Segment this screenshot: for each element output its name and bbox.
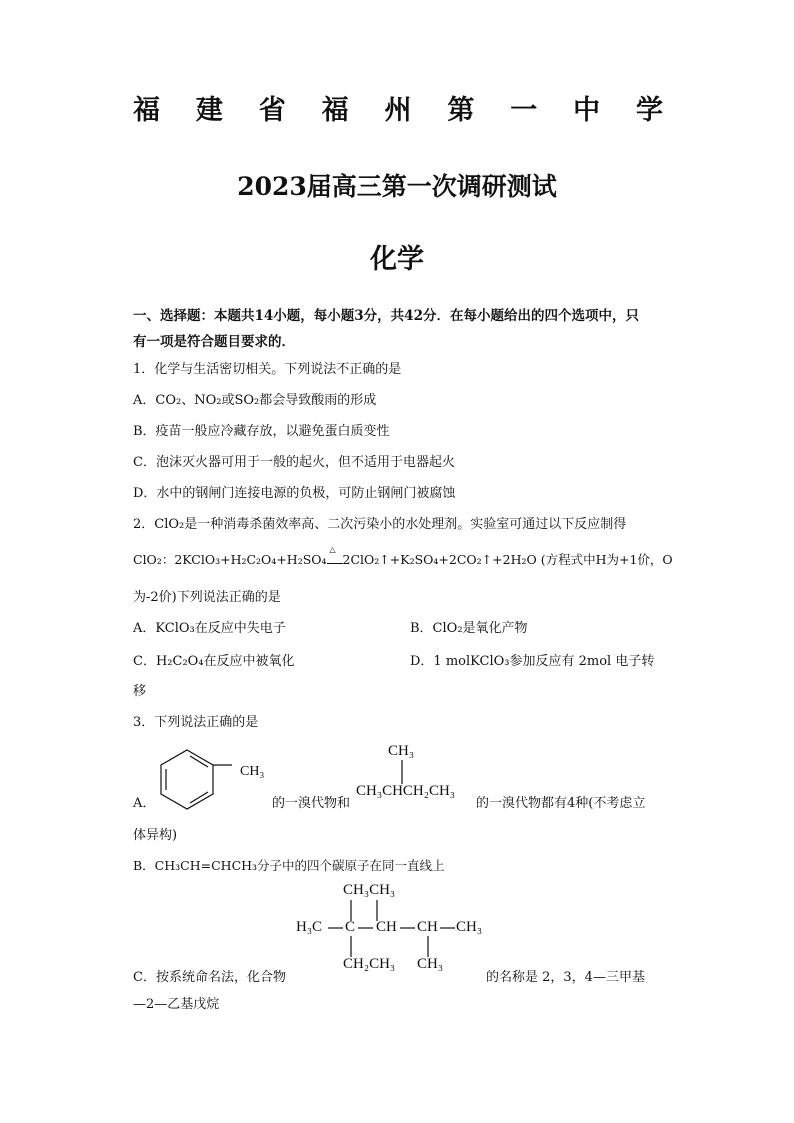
branched-top-methyls: CH₃CH₃ xyxy=(343,882,396,898)
section-instructions-line2: 有一项是符合题目要求的． xyxy=(133,334,295,350)
q1-stem: 1．化学与生活密切相关。下列说法不正确的是 xyxy=(133,362,402,377)
q1-option-d: D．水中的钢闸门连接电源的负极，可防止钢闸门被腐蚀 xyxy=(133,486,456,501)
q1-option-a: A．CO₂、NO₂或SO₂都会导致酸雨的形成 xyxy=(133,393,377,408)
benzene-ring xyxy=(161,750,213,809)
branched-right-methyl: CH₃ xyxy=(456,919,483,935)
school-char: 州 xyxy=(384,95,412,126)
q3-option-a-text2: 的一溴代物都有4种(不考虑立 xyxy=(476,796,646,811)
subject-title: 化学 xyxy=(370,244,424,275)
branched-ch-2: CH xyxy=(417,919,438,935)
q3-stem: 3．下列说法正确的是 xyxy=(133,715,259,730)
isopentane-main-chain: CH₃CHCH₂CH₃ xyxy=(356,783,456,799)
branched-ethyl: CH₂CH₃ xyxy=(343,956,396,972)
q2-equation-right: 2ClO₂↑+K₂SO₄+2CO₂↑+2H₂O (方程式中H为+1价，O xyxy=(342,552,673,567)
toluene-structure xyxy=(161,750,232,809)
q1-option-c: C．泡沫灭火器可用于一般的起火，但不适用于电器起火 xyxy=(133,455,455,470)
branched-left-methyl: H₃C xyxy=(296,919,323,935)
q3-option-a-continued: 体异构) xyxy=(133,828,178,843)
school-char: 第 xyxy=(447,95,475,126)
exam-title: 2023届高三第一次调研测试 xyxy=(237,172,557,201)
isopentane-top-methyl: CH₃ xyxy=(388,743,415,759)
branched-bottom-methyl: CH₃ xyxy=(417,956,444,972)
school-char: 建 xyxy=(195,95,223,126)
q2-option-b: B．ClO₂是氧化产物 xyxy=(410,621,528,636)
q3-option-a-text1: 的一溴代物和 xyxy=(272,796,351,811)
q2-option-c: C．H₂C₂O₄在反应中被氧化 xyxy=(133,654,295,669)
school-char: 中 xyxy=(573,95,601,126)
q2-option-d: D．1 molKClO₃参加反应有 2mol 电子转 xyxy=(410,654,655,669)
q3-option-b: B．CH₃CH=CHCH₃分子中的四个碳原子在同一直线上 xyxy=(133,858,445,873)
branched-ch-1: CH xyxy=(376,919,397,935)
school-char: 福 xyxy=(321,95,349,126)
school-char: 学 xyxy=(636,95,663,126)
section-instructions-line1: 一、选择题：本题共14小题，每小题3分，共42分．在每小题给出的四个选项中，只 xyxy=(133,308,639,324)
toluene-methyl-label: CH₃ xyxy=(240,764,265,779)
school-char: 省 xyxy=(258,95,286,126)
q3-option-c-label: C．按系统命名法，化合物 xyxy=(133,970,286,985)
q3-option-a-label: A． xyxy=(133,796,156,811)
q2-stem-line3: 为-2价)下列说法正确的是 xyxy=(133,590,281,605)
q2-stem-line1: 2．ClO₂是一种消毒杀菌效率高、二次污染小的水处理剂。实验室可通过以下反应制得 xyxy=(133,517,627,532)
branched-quaternary-carbon: C xyxy=(345,919,356,935)
q2-option-a: A．KClO₃在反应中失电子 xyxy=(133,621,286,636)
q2-option-d-continued: 移 xyxy=(133,684,147,699)
school-char: 福 xyxy=(133,95,160,126)
heat-symbol: △ xyxy=(329,545,336,554)
school-char: 一 xyxy=(510,95,538,126)
q3-option-c-text: 的名称是 2，3，4—三甲基 xyxy=(486,970,645,985)
q1-option-b: B．疫苗一般应冷藏存放，以避免蛋白质变性 xyxy=(133,424,390,439)
q2-equation-left: ClO₂：2KClO₃+H₂C₂O₄+H₂SO₄ xyxy=(133,552,327,567)
q3-option-c-continued: —2—乙基戊烷 xyxy=(133,997,220,1012)
